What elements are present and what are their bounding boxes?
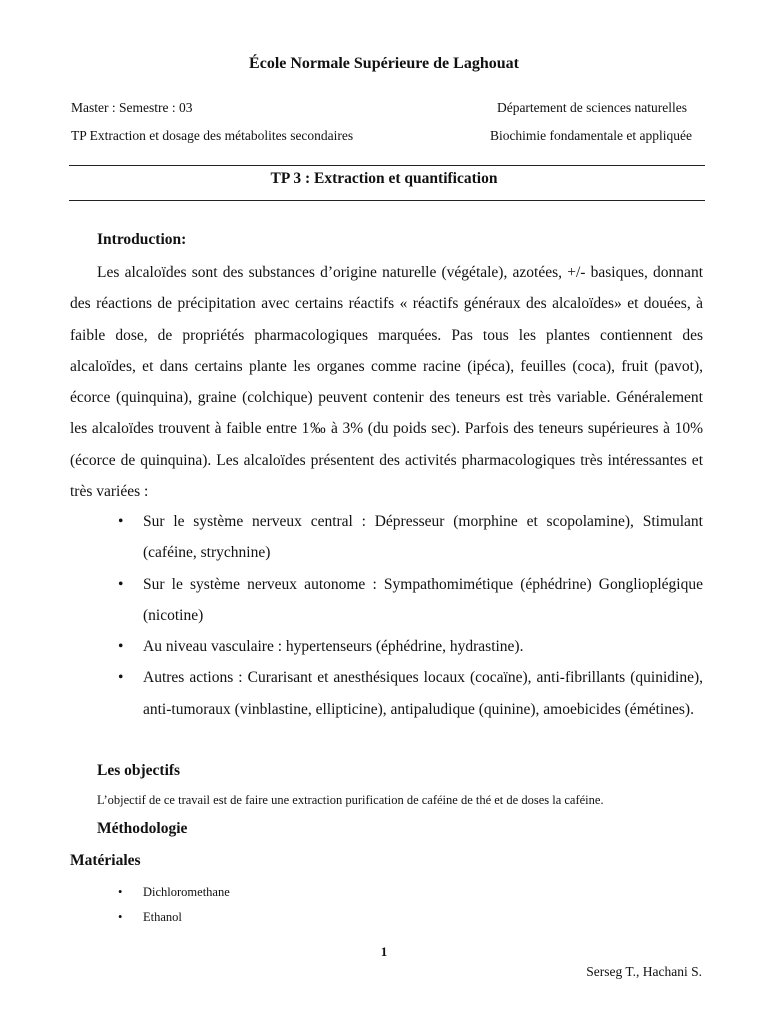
introduction-text: Les alcaloïdes sont des substances d’origine naturelle (végétale), azotées, +/- basiques, donnant des réactions de précipitation avec certains réactifs « réactifs généraux des alcaloïdes» et douées, à faible dose, de propriétés pharmacologiques marquées. Pas tous les plantes contiennent des alcaloïdes, et dans certains plante les organes comme racine (ipéca), feuilles (coca), fruit (pavot), écorce (quinquina), graine (colchique) peuvent contenir des teneurs est très variable. Généralement les alcaloïdes trouvent à faible entre 1‰ à 3% (du poids sec). Parfois des teneurs supérieures à 10% (écorce de quinquina). Les alcaloïdes présentent des activités pharmacologiques très intéressantes et très variées : — [70, 264, 703, 501]
list-item — [70, 662, 703, 725]
bullet-icon: • — [118, 513, 124, 530]
list-item-text: Ethanol — [143, 910, 182, 924]
page-number: 1 — [380, 944, 388, 959]
school-title: École Normale Supérieure de Laghouat — [249, 55, 519, 72]
introduction-paragraph — [70, 257, 703, 507]
list-item-text: Au niveau vasculaire : hypertenseurs (éphédrine, hydrastine). — [143, 638, 524, 656]
list-item-text: Sur le système nerveux central : Dépresseur (morphine et scopolamine), Stimulant (caféine, strychnine) — [143, 513, 703, 562]
list-item — [70, 905, 230, 930]
authors: Serseg T., Hachani S. — [586, 964, 702, 979]
materials-list — [70, 880, 230, 930]
list-item — [70, 506, 703, 569]
tp-title: TP 3 : Extraction et quantification — [270, 170, 498, 187]
list-item — [70, 569, 703, 632]
bottom-divider — [69, 200, 705, 201]
bullet-icon: • — [118, 885, 123, 899]
methodologie-heading: Méthodologie — [97, 820, 188, 837]
bullet-icon: • — [118, 575, 124, 593]
bullet-icon: • — [118, 638, 124, 656]
list-item-text: Sur le système nerveux autonome : Sympathomimétique (éphédrine) Gonglioplégique (nicotine) — [143, 575, 703, 624]
bullet-icon: • — [118, 910, 123, 924]
list-item — [70, 631, 703, 662]
objectifs-heading: Les objectifs — [97, 762, 181, 779]
activities-list — [70, 506, 703, 725]
materiales-heading: Matériales — [70, 852, 141, 869]
list-item-text: Autres actions : Curarisant et anesthésiques locaux (cocaïne), anti-fibrillants (quinidine), anti-tumoraux (vinblastine, ellipticine), antipaludique (quinine), amoebicides (émétines). — [143, 669, 703, 718]
course-name: TP Extraction et dosage des métabolites secondaires — [71, 128, 354, 143]
list-item-text: Dichloromethane — [143, 885, 230, 899]
list-item — [70, 880, 230, 905]
introduction-heading: Introduction: — [97, 231, 187, 248]
objectifs-text: L’objectif de ce travail est de faire une extraction purification de caféine de thé et de doses la caféine. — [97, 793, 604, 807]
department: Département de sciences naturelles — [496, 100, 687, 115]
specialty: Biochimie fondamentale et appliquée — [489, 128, 692, 143]
top-divider — [69, 165, 705, 166]
master-semester: Master : Semestre : 03 — [71, 100, 193, 115]
bullet-icon: • — [118, 669, 124, 687]
